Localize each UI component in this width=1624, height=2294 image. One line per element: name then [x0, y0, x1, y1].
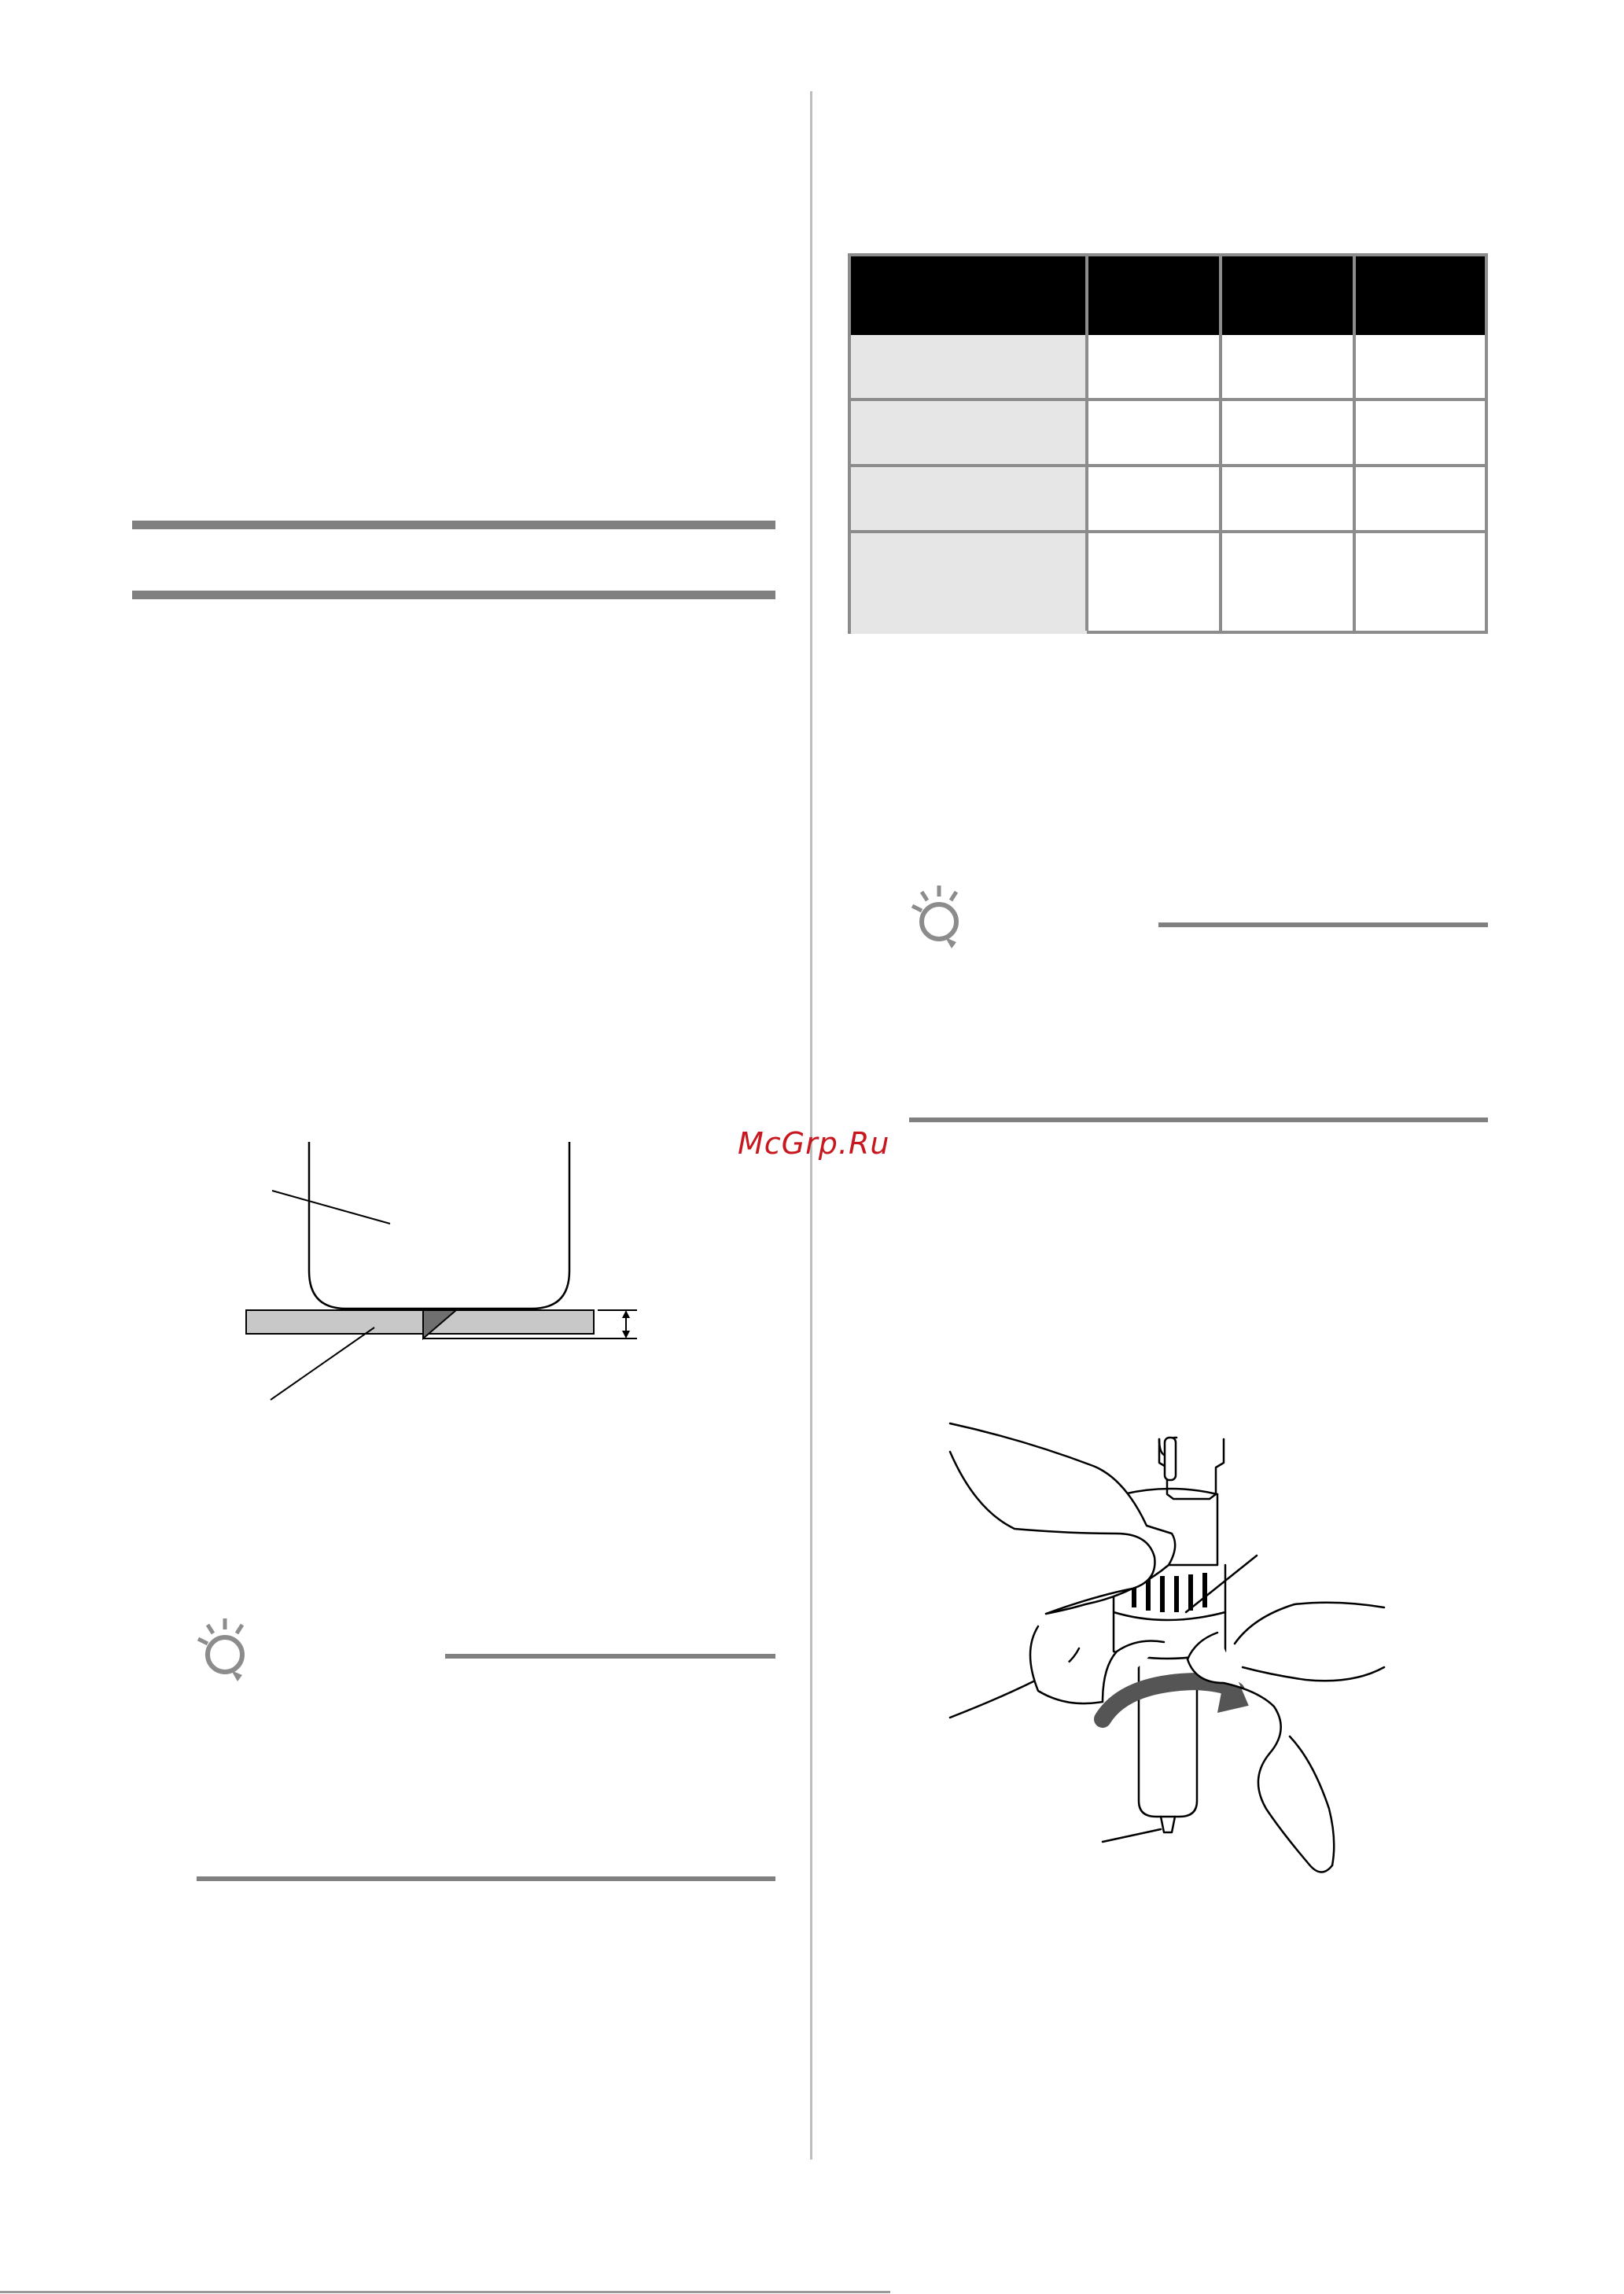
section-header-top-rule	[132, 521, 775, 529]
page-bottom-rule	[0, 2291, 890, 2293]
table-row-label-cell	[851, 401, 1087, 467]
table-column-rule	[1353, 256, 1356, 631]
lightbulb-note-icon	[193, 1614, 256, 1685]
table-row-rule	[851, 530, 1485, 533]
lightbulb-note-icon	[908, 881, 970, 952]
table-column-rule	[1085, 256, 1088, 631]
table-row-label-cell	[851, 467, 1087, 533]
note-bottom-rule	[909, 1118, 1488, 1122]
column-divider	[810, 91, 812, 2160]
table-header-row	[851, 256, 1485, 335]
note-bottom-rule	[197, 1876, 775, 1881]
section-header-bottom-rule	[132, 591, 775, 599]
table-row-label-cell	[851, 335, 1087, 401]
watermark-text: McGrp.Ru	[738, 1126, 890, 1161]
table-column-rule	[1219, 256, 1222, 631]
note-top-rule	[445, 1654, 775, 1659]
table-row-rule	[851, 464, 1485, 467]
table-row-label-cell	[851, 533, 1087, 634]
table-row-rule	[851, 398, 1485, 401]
note-top-rule	[1158, 922, 1488, 927]
blade-setting-table	[848, 253, 1488, 634]
